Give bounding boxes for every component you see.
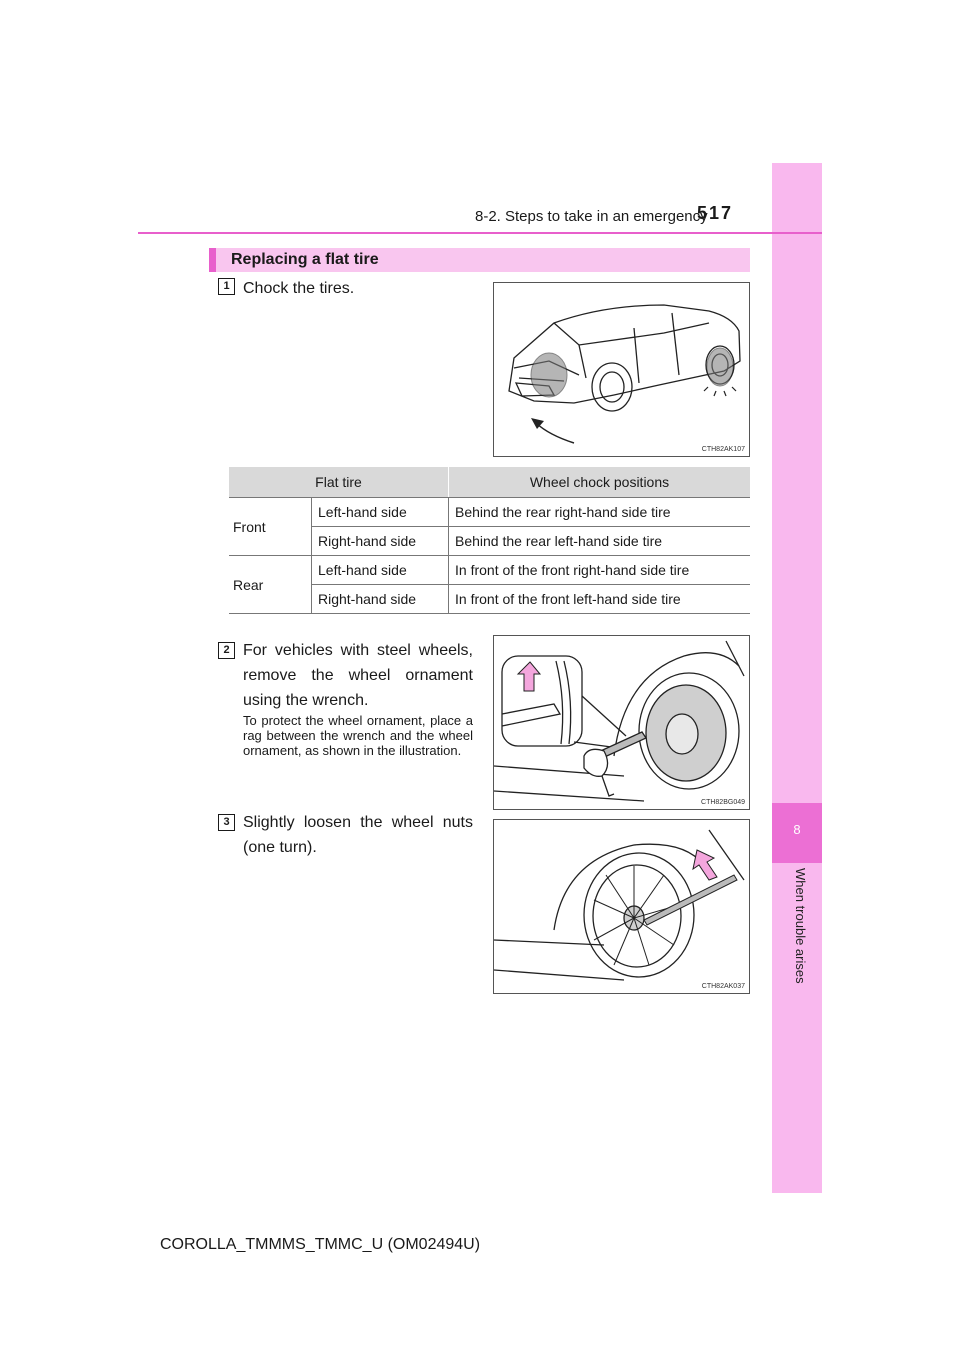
step-number-2: 2 [218, 642, 235, 659]
chapter-side-tab [772, 163, 822, 1193]
step-1-text: Chock the tires. [243, 280, 355, 297]
step-3-text: Slightly loosen the wheel nuts (one turn). [243, 814, 473, 856]
table-row [229, 498, 750, 527]
car-chock-illustration [494, 283, 750, 457]
table-cell-side: Left-hand side [312, 498, 449, 527]
wheel-nuts-illustration [494, 820, 750, 994]
table-group-label: Rear [229, 556, 312, 614]
chapter-label: When trouble arises [793, 868, 808, 984]
table-cell-side: Left-hand side [312, 556, 449, 585]
section-title: Replacing a flat tire [231, 251, 379, 268]
illustration-chock-tires [493, 282, 750, 457]
step-2-text: For vehicles with steel wheels, remove the wheel ornament using the wrench. [243, 642, 473, 709]
illustration-code: CTH82BG049 [701, 799, 745, 806]
table-cell-position: In front of the front right-hand side tire [449, 556, 751, 585]
table-cell-side: Right-hand side [312, 585, 449, 614]
header-rule [138, 232, 822, 234]
document-footer: COROLLA_TMMMS_TMMC_U (OM02494U) [160, 1236, 481, 1253]
table-header-row [229, 467, 750, 498]
table-header-flat-tire: Flat tire [229, 467, 449, 498]
table-cell-position: Behind the rear left-hand side tire [449, 527, 751, 556]
illustration-code: CTH82AK037 [701, 983, 745, 990]
illustration-loosen-nuts [493, 819, 750, 994]
running-header: 8-2. Steps to take in an emergency [475, 208, 708, 225]
illustration-code: CTH82AK107 [701, 446, 745, 453]
step-number-1: 1 [218, 278, 235, 295]
table-cell-position: Behind the rear right-hand side tire [449, 498, 751, 527]
page-number: 517 [697, 203, 734, 223]
step-2-note: To protect the wheel ornament, place a rag between the wrench and the wheel ornament, as shown in the illustration. [243, 713, 473, 758]
chapter-number: 8 [793, 822, 801, 837]
illustration-remove-ornament [493, 635, 750, 810]
wheel-chock-table [229, 467, 750, 614]
table-group-label: Front [229, 498, 312, 556]
table-row [229, 556, 750, 585]
table-cell-position: In front of the front left-hand side tire [449, 585, 751, 614]
table-header-chock-positions: Wheel chock positions [449, 467, 751, 498]
step-number-3: 3 [218, 814, 235, 831]
table-cell-side: Right-hand side [312, 527, 449, 556]
section-heading-bar [209, 248, 750, 272]
wheel-ornament-illustration [494, 636, 750, 810]
